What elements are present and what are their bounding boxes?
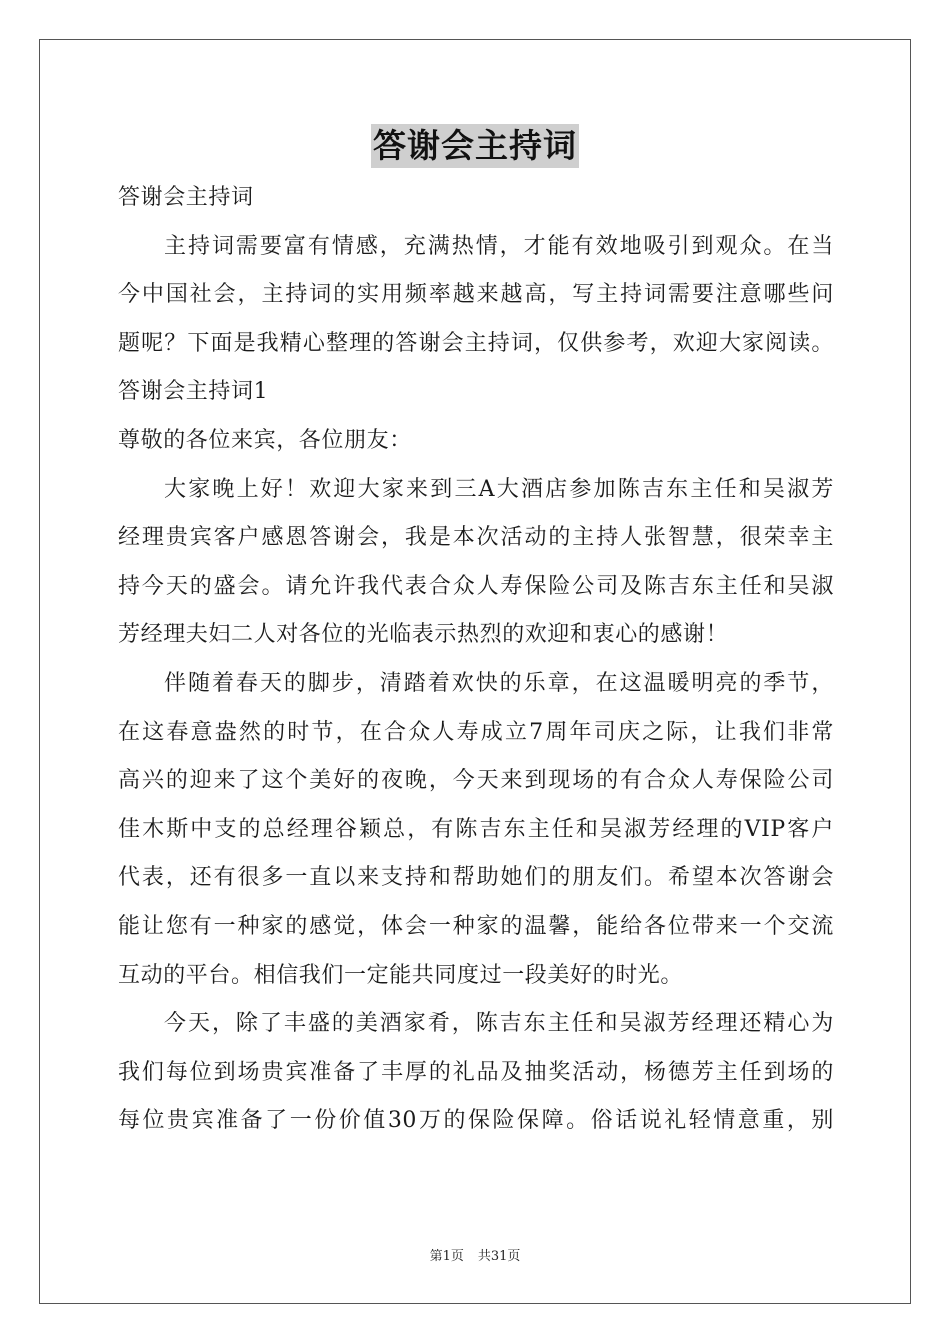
body-line: 题呢？下面是我精心整理的答谢会主持词，仅供参考，欢迎大家阅读。 bbox=[118, 330, 834, 356]
body-line: 高兴的迎来了这个美好的夜晚，今天来到现场的有合众人寿保险公司 bbox=[118, 768, 834, 794]
body-line: 我们每位到场贵宾准备了丰厚的礼品及抽奖活动，杨德芳主任到场的 bbox=[118, 1059, 834, 1085]
body-line: 持今天的盛会。请允许我代表合众人寿保险公司及陈吉东主任和吴淑 bbox=[118, 573, 834, 599]
body-line: 经理贵宾客户感恩答谢会，我是本次活动的主持人张智慧，很荣幸主 bbox=[118, 525, 834, 551]
document-title: 答谢会主持词 bbox=[371, 124, 579, 168]
body-line: 答谢会主持词 bbox=[118, 185, 254, 210]
page-footer bbox=[0, 1248, 950, 1266]
title-container bbox=[0, 124, 950, 168]
page-total: 共31页 bbox=[477, 1249, 521, 1264]
body-line: 大家晚上好！欢迎大家来到三A大酒店参加陈吉东主任和吴淑芳 bbox=[164, 476, 834, 502]
body-line: 今天，除了丰盛的美酒家肴，陈吉东主任和吴淑芳经理还精心为 bbox=[164, 1011, 834, 1037]
section-heading: 答谢会主持词1 bbox=[118, 379, 269, 405]
body-line: 代表，还有很多一直以来支持和帮助她们的朋友们。希望本次答谢会 bbox=[118, 865, 834, 891]
body-line: 互动的平台。相信我们一定能共同度过一段美好的时光。 bbox=[118, 962, 684, 988]
body-line: 在这春意盎然的时节，在合众人寿成立7周年司庆之际，让我们非常 bbox=[118, 719, 834, 745]
body-line: 能让您有一种家的感觉，体会一种家的温馨，能给各位带来一个交流 bbox=[118, 913, 834, 939]
body-line: 今中国社会，主持词的实用频率越来越高，写主持词需要注意哪些问 bbox=[118, 282, 834, 308]
body-line: 伴随着春天的脚步，清踏着欢快的乐章，在这温暖明亮的季节， bbox=[164, 670, 834, 696]
body-line: 每位贵宾准备了一份价值30万的保险保障。俗话说礼轻情意重，别 bbox=[118, 1108, 834, 1134]
document-body bbox=[118, 174, 834, 1146]
body-line: 佳木斯中支的总经理谷颖总，有陈吉东主任和吴淑芳经理的VIP客户 bbox=[118, 816, 834, 842]
body-line: 芳经理夫妇二人对各位的光临表示热烈的欢迎和衷心的感谢！ bbox=[118, 622, 729, 648]
page-number: 第1页 bbox=[429, 1249, 464, 1264]
body-line: 主持词需要富有情感，充满热情，才能有效地吸引到观众。在当 bbox=[164, 233, 834, 259]
salutation: 尊敬的各位来宾，各位朋友： bbox=[118, 427, 412, 453]
